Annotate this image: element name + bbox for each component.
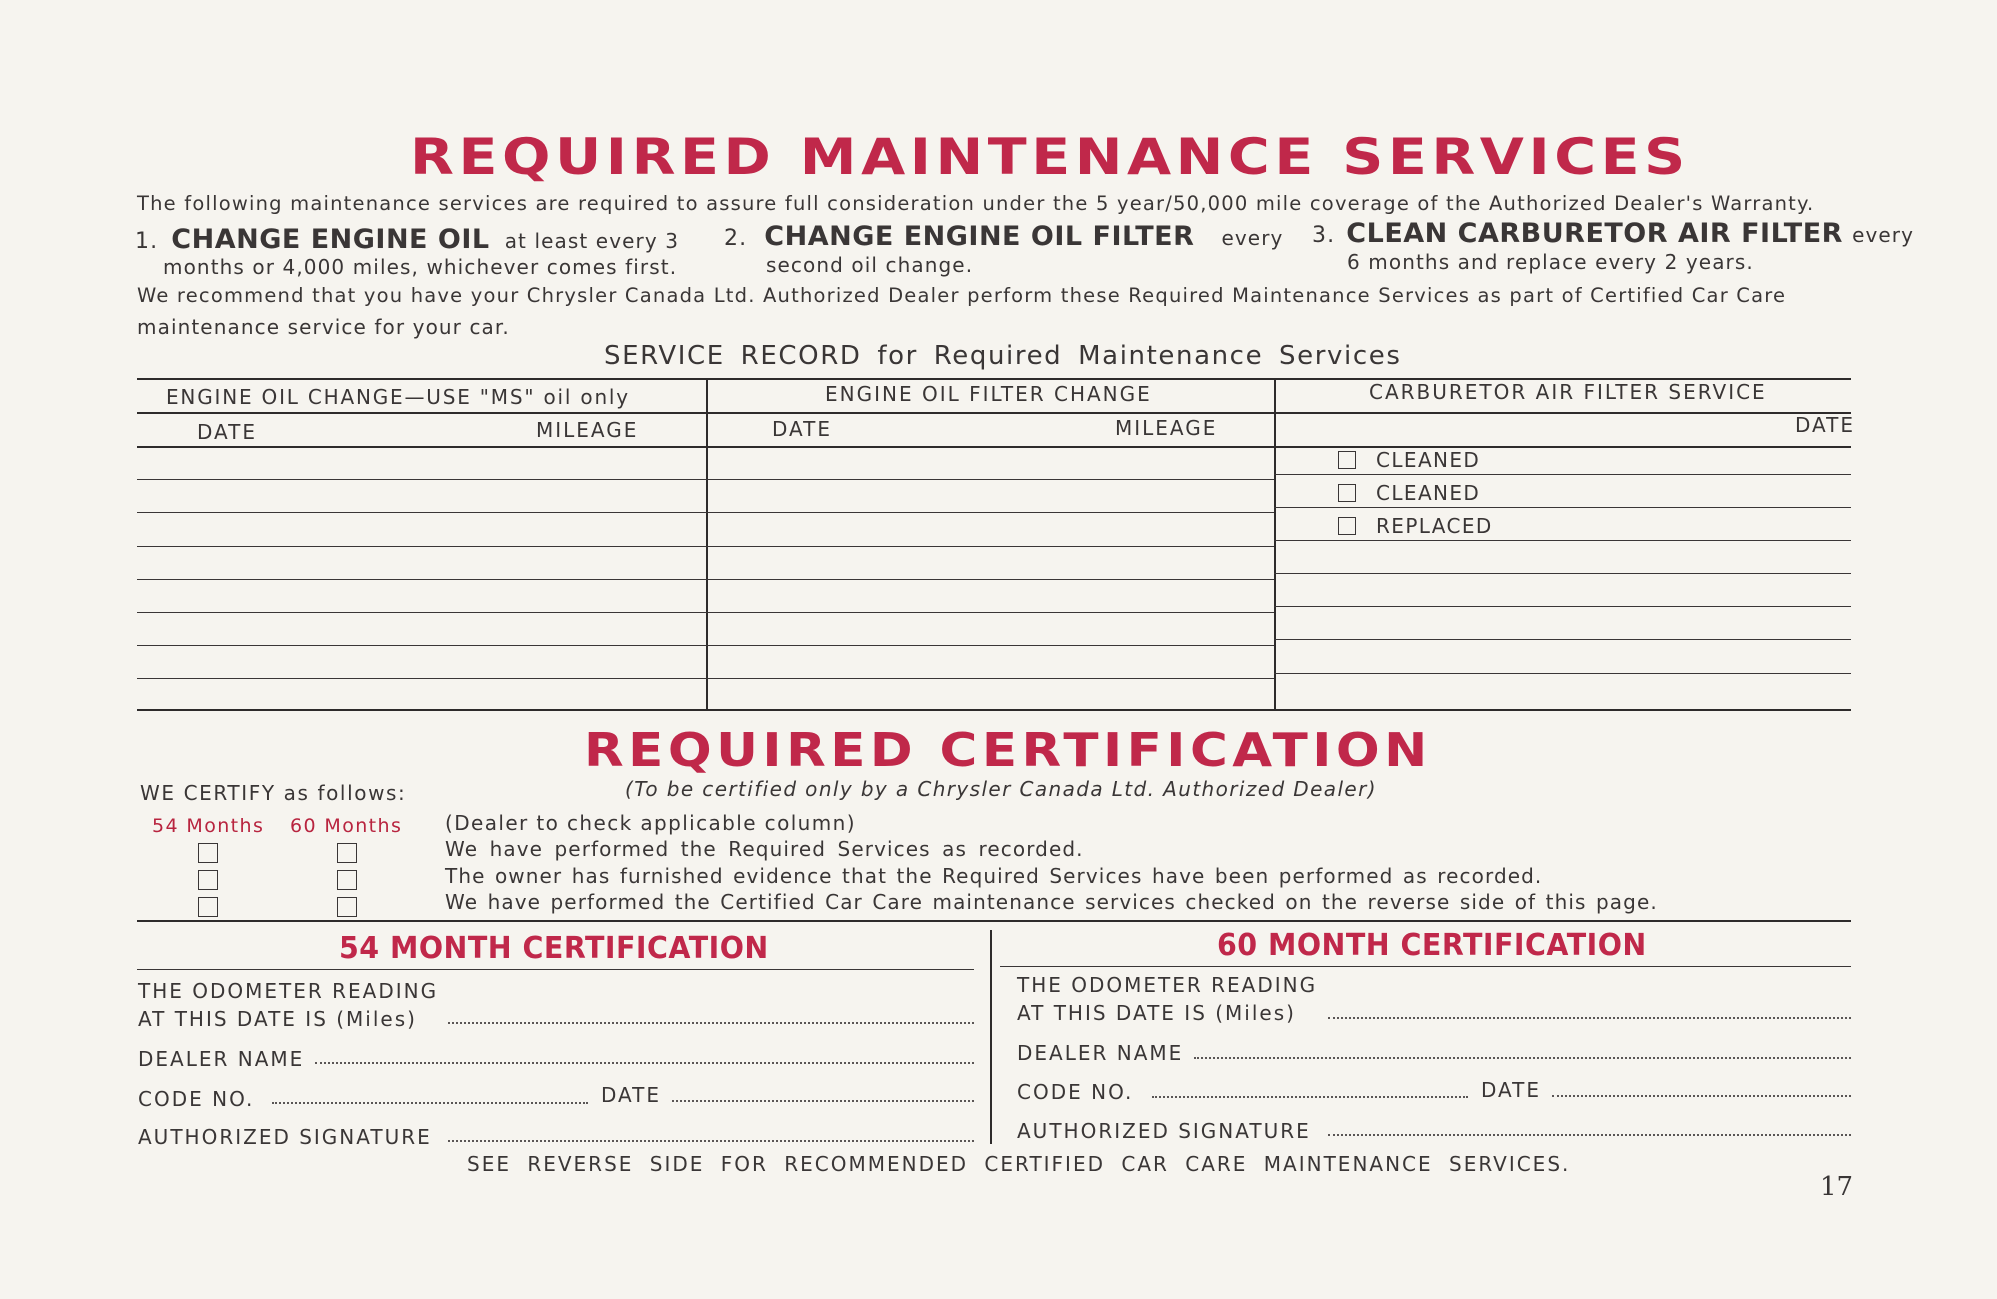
cert-60-checkbox-1[interactable]	[337, 843, 357, 863]
col-header-oil-filter: ENGINE OIL FILTER CHANGE	[825, 382, 1152, 406]
col-60-months: 60 Months	[290, 815, 403, 837]
cert-60-dealer-name: DEALER NAME	[1017, 1041, 1184, 1065]
maintenance-item-1	[135, 224, 695, 255]
page-number: 17	[1820, 1172, 1854, 1202]
col1-mileage-label: MILEAGE	[536, 418, 639, 442]
cert-54-code-field[interactable]	[272, 1102, 588, 1104]
cert-54-dealer-field[interactable]	[315, 1062, 974, 1064]
service-record-title: SERVICE RECORD for Required Maintenance Services	[604, 341, 1402, 371]
recommend-text-1: We recommend that you have your Chrysler Canada Ltd. Authorized Dealer perform these Required Maintenance Services as part of Certified Car Care	[137, 284, 1787, 307]
item-number: 2.	[724, 226, 748, 251]
cert-60-code-no: CODE NO.	[1017, 1080, 1134, 1104]
col2-mileage-label: MILEAGE	[1115, 416, 1218, 440]
dealer-check-note: (Dealer to check applicable column)	[445, 811, 856, 835]
cert-54-odometer-field[interactable]	[448, 1022, 974, 1024]
cert-60-date: DATE	[1481, 1078, 1542, 1102]
intro-text: The following maintenance services are required to assure full consideration under the 5 year/50,000 mile coverage of the Authorized Dealer's Warranty.	[137, 192, 1815, 215]
cert-54-code-no: CODE NO.	[138, 1087, 255, 1111]
col-header-air-filter: CARBURETOR AIR FILTER SERVICE	[1369, 380, 1767, 404]
cert-54-heading: 54 MONTH CERTIFICATION	[339, 931, 769, 966]
statement-3: We have performed the Certified Car Care maintenance services checked on the reverse side of this page.	[445, 890, 1658, 914]
item-number: 3.	[1312, 223, 1336, 248]
cert-60-odometer-1: THE ODOMETER READING	[1017, 973, 1318, 997]
statement-1: We have performed the Required Services as recorded.	[445, 837, 1084, 861]
air-filter-option-2: CLEANED	[1376, 481, 1481, 505]
cleaned-checkbox-1[interactable]	[1338, 451, 1356, 469]
col3-date-label: DATE	[1795, 413, 1856, 437]
cert-54-date: DATE	[601, 1083, 662, 1107]
page-title: REQUIRED MAINTENANCE SERVICES	[410, 128, 1690, 186]
footer-note: SEE REVERSE SIDE FOR RECOMMENDED CERTIFIED CAR CARE MAINTENANCE SERVICES.	[467, 1152, 1571, 1176]
cert-60-heading: 60 MONTH CERTIFICATION	[1217, 928, 1647, 963]
certification-title: REQUIRED CERTIFICATION	[584, 723, 1432, 777]
cert-54-checkbox-1[interactable]	[198, 843, 218, 863]
certification-subtitle: (To be certified only by a Chrysler Canada Ltd. Authorized Dealer)	[625, 777, 1377, 801]
cert-60-signature-field[interactable]	[1328, 1134, 1851, 1136]
maintenance-item-3	[1312, 218, 1992, 249]
item-heading: CLEAN CARBURETOR AIR FILTER	[1346, 218, 1843, 249]
cert-60-code-field[interactable]	[1152, 1096, 1468, 1098]
maintenance-item-2	[724, 221, 1284, 252]
air-filter-option-3: REPLACED	[1376, 514, 1493, 538]
cert-60-dealer-field[interactable]	[1194, 1057, 1851, 1059]
cert-54-checkbox-3[interactable]	[198, 897, 218, 917]
cert-54-checkbox-2[interactable]	[198, 870, 218, 890]
col1-date-label: DATE	[197, 420, 258, 444]
item-heading: CHANGE ENGINE OIL	[171, 224, 490, 255]
cert-60-odometer-2: AT THIS DATE IS (Miles)	[1017, 1001, 1296, 1025]
cert-54-odometer-2: AT THIS DATE IS (Miles)	[138, 1007, 417, 1031]
cert-54-signature: AUTHORIZED SIGNATURE	[138, 1125, 432, 1149]
item-tail: every	[1852, 223, 1915, 247]
cert-54-signature-field[interactable]	[448, 1140, 974, 1142]
air-filter-option-1: CLEANED	[1376, 448, 1481, 472]
item-heading: CHANGE ENGINE OIL FILTER	[764, 221, 1195, 252]
cleaned-checkbox-2[interactable]	[1338, 484, 1356, 502]
cert-60-checkbox-2[interactable]	[337, 870, 357, 890]
col2-date-label: DATE	[772, 417, 833, 441]
item-number: 1.	[135, 229, 159, 254]
item-1-detail: months or 4,000 miles, whichever comes first.	[163, 255, 678, 279]
col-header-oil-change: ENGINE OIL CHANGE—USE "MS" oil only	[166, 385, 630, 409]
item-2-detail: second oil change.	[766, 253, 974, 277]
statement-2: The owner has furnished evidence that the Required Services have been performed as recorded.	[445, 864, 1543, 888]
cert-60-checkbox-3[interactable]	[337, 897, 357, 917]
cert-60-signature: AUTHORIZED SIGNATURE	[1017, 1119, 1311, 1143]
cert-54-dealer-name: DEALER NAME	[138, 1047, 305, 1071]
cert-54-date-field[interactable]	[672, 1100, 974, 1102]
recommend-text-2: maintenance service for your car.	[137, 315, 510, 339]
cert-60-date-field[interactable]	[1552, 1095, 1851, 1097]
item-3-detail: 6 months and replace every 2 years.	[1347, 250, 1754, 274]
replaced-checkbox[interactable]	[1338, 517, 1356, 535]
item-tail: at least every 3	[504, 229, 680, 253]
we-certify-label: WE CERTIFY as follows:	[140, 781, 407, 805]
cert-60-odometer-field[interactable]	[1328, 1017, 1851, 1019]
col-54-months: 54 Months	[152, 815, 265, 837]
item-tail: every	[1221, 226, 1284, 250]
cert-54-odometer-1: THE ODOMETER READING	[138, 979, 439, 1003]
